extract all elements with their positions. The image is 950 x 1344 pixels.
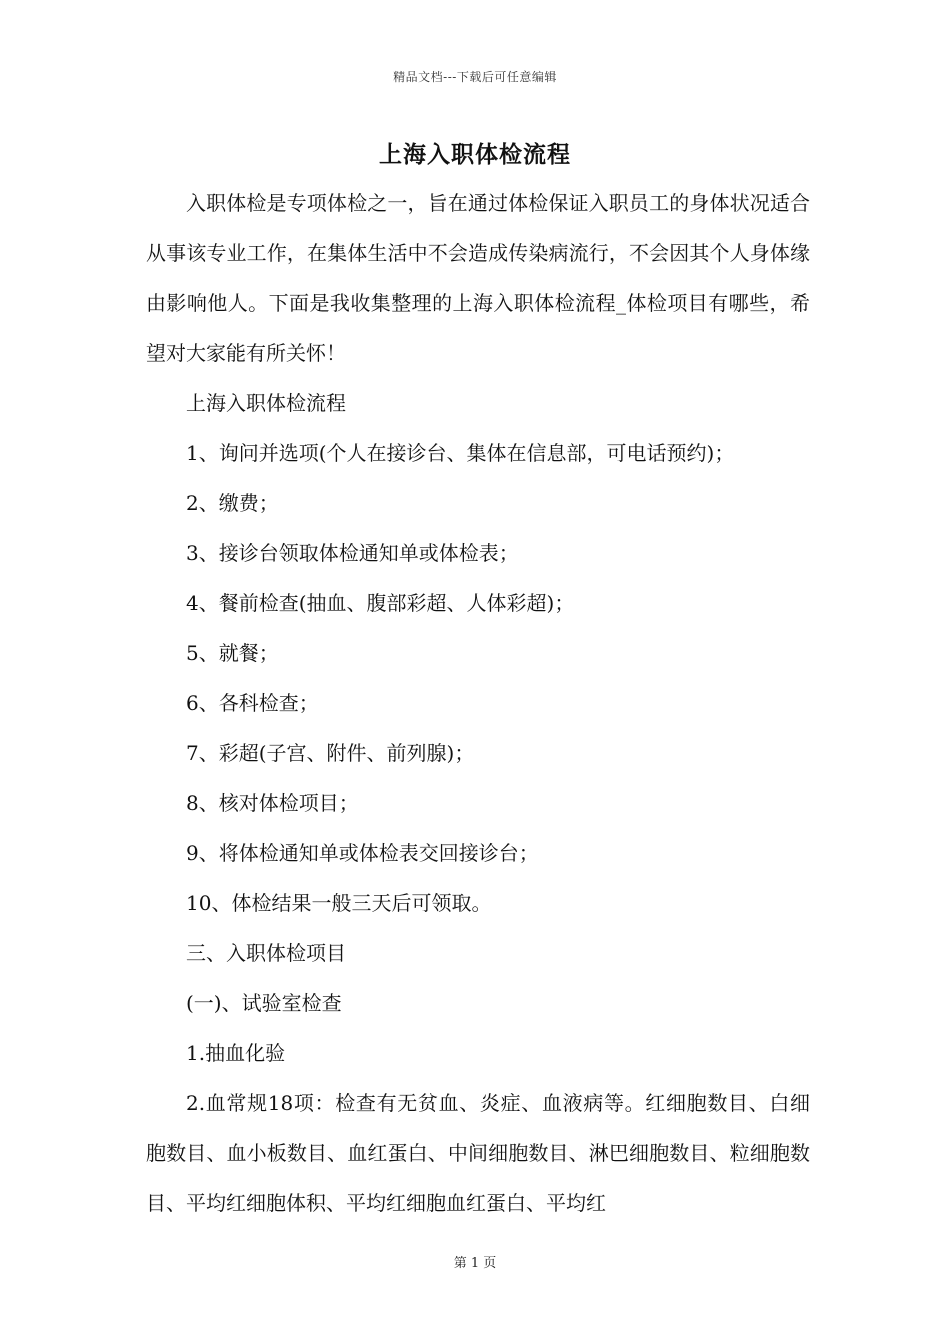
paragraph: 1、询问并选项(个人在接诊台、集体在信息部，可电话预约)； xyxy=(186,441,735,465)
paragraph: 1.抽血化验 xyxy=(186,1041,286,1065)
paragraph: 5、就餐； xyxy=(186,641,279,665)
document-body xyxy=(146,178,810,1228)
paragraph: 4、餐前检查(抽血、腹部彩超、人体彩超)； xyxy=(186,591,575,615)
paragraph: (一)、试验室检查 xyxy=(186,991,342,1015)
document-title: 上海入职体检流程 xyxy=(379,141,571,168)
paragraph: 2.血常规18项：检查有无贫血、炎症、血液病等。红细胞数目、白细胞数目、血小板数目、血红蛋白、中间细胞数目、淋巴细胞数目、粒细胞数目、平均红细胞体积、平均红细胞血红蛋白、平均红 xyxy=(146,1091,810,1215)
paragraph: 2、缴费； xyxy=(186,491,279,515)
paragraph: 7、彩超(子宫、附件、前列腺)； xyxy=(186,741,475,765)
page-header: 精品文档---下载后可任意编辑 xyxy=(393,70,557,84)
paragraph: 三、入职体检项目 xyxy=(186,941,346,965)
paragraph: 10、体检结果一般三天后可领取。 xyxy=(186,891,492,915)
paragraph: 6、各科检查； xyxy=(186,691,319,715)
paragraph: 3、接诊台领取体检通知单或体检表； xyxy=(186,541,519,565)
paragraph: 9、将体检通知单或体检表交回接诊台； xyxy=(186,841,539,865)
paragraph: 上海入职体检流程 xyxy=(186,391,346,415)
paragraph: 入职体检是专项体检之一，旨在通过体检保证入职员工的身体状况适合从事该专业工作，在集体生活中不会造成传染病流行，不会因其个人身体缘由影响他人。下面是我收集整理的上海入职体检流程_体检项目有哪些，希望对大家能有所关怀！ xyxy=(146,191,810,365)
page-footer: 第 1 页 xyxy=(453,1256,497,1271)
paragraph: 8、核对体检项目； xyxy=(186,791,359,815)
